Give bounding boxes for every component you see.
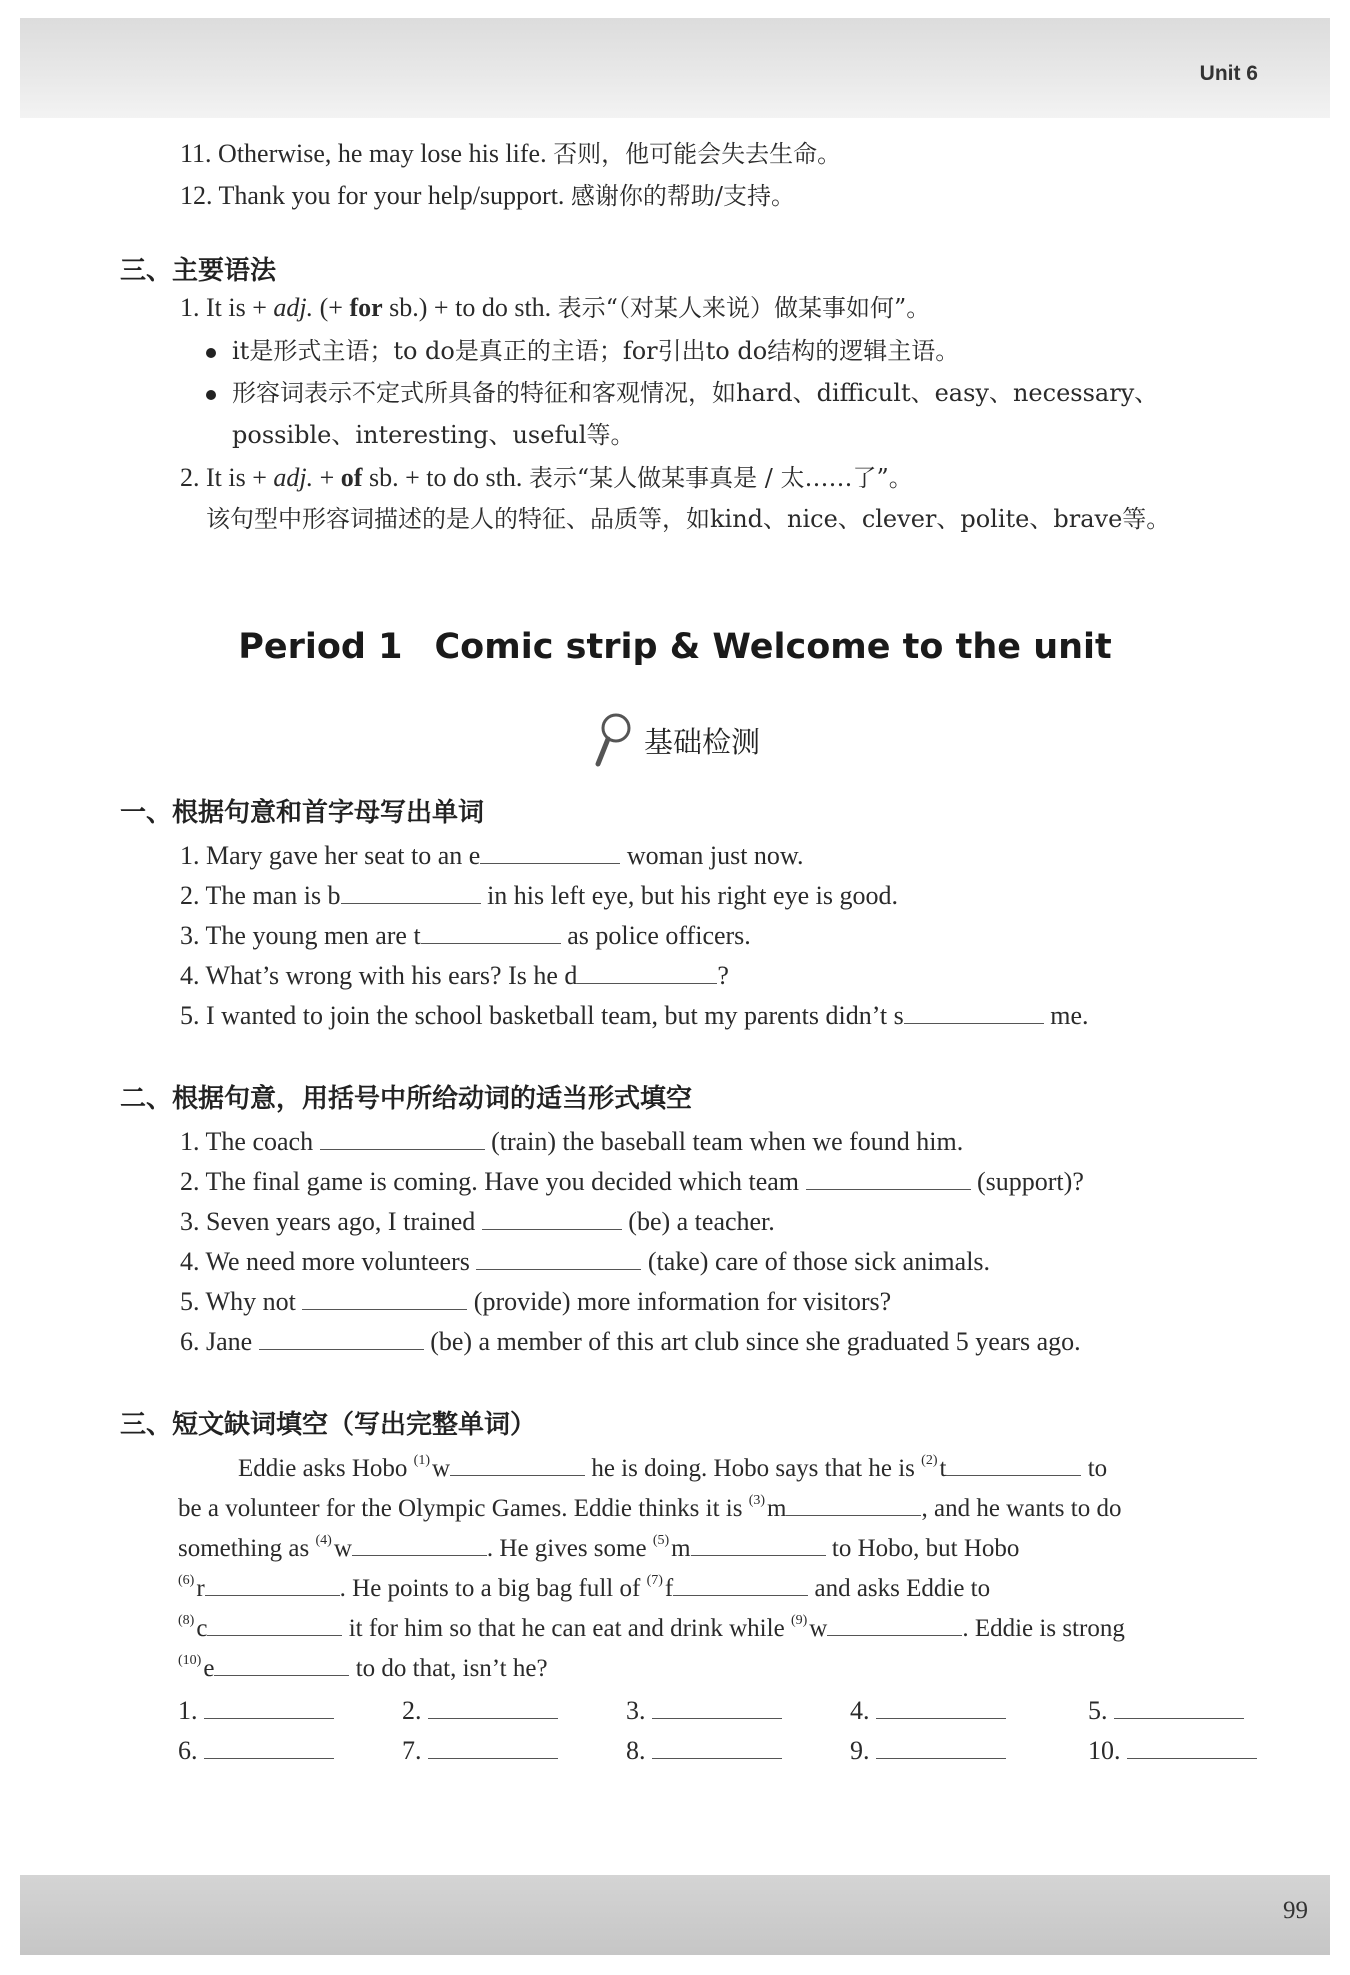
passage-line: $^{(8)}$c it for him so that he can eat and drink while $^{(9)}$w . Eddie is strong [178,1613,1125,1642]
answer-blank[interactable] [1127,1736,1257,1759]
answer-blank[interactable] [946,1453,1081,1476]
answer-blank[interactable] [450,1453,585,1476]
answer-blank[interactable] [352,1533,487,1556]
part1-item: 2. The man is b in his left eye, but his right eye is good. [180,881,898,910]
answer-blank[interactable] [806,1167,971,1190]
part2-item: 1. The coach (train) the baseball team when we found him. [180,1127,964,1156]
answer-blank[interactable] [480,841,620,864]
answer-blank[interactable] [652,1696,782,1719]
answer-slot-10: 10. [1088,1736,1257,1766]
answer-blank[interactable] [876,1736,1006,1759]
translation-11: 11. Otherwise, he may lose his life. 否则，他可能会失去生命。 [180,139,842,168]
part2-item: 5. Why not (provide) more information for visitors? [180,1287,892,1316]
answer-blank[interactable] [421,921,561,944]
answer-blank[interactable] [428,1696,558,1719]
answer-blank[interactable] [1114,1696,1244,1719]
answer-slot-2: 2. [402,1696,558,1726]
answer-blank[interactable] [302,1287,467,1310]
answer-blank[interactable] [259,1327,424,1350]
answer-slot-7: 7. [402,1736,558,1766]
answer-blank[interactable] [341,881,481,904]
answer-blank[interactable] [652,1736,782,1759]
bullet-icon [206,348,216,358]
answer-blank[interactable] [320,1127,485,1150]
grammar-item-1: 1. It is + adj. (+ for sb.) + to do sth. 表示“（对某人来说）做某事如何”。 [180,293,931,322]
part2-item: 2. The final game is coming. Have you decided which team (support)? [180,1167,1084,1196]
answer-blank[interactable] [904,1001,1044,1024]
grammar-item-2: 2. It is + adj. + of sb. + to do sth. 表示“某人做某事真是 / 太……了”。 [180,463,913,492]
answer-blank[interactable] [786,1493,921,1516]
passage-line: $^{(6)}$r . He points to a big bag full of $^{(7)}$f and asks Eddie to [178,1573,991,1602]
translation-12: 12. Thank you for your help/support. 感谢你的帮助/支持。 [180,181,796,210]
bullet-icon [206,390,216,400]
period-title: Period 1 Comic strip & Welcome to the unit [238,627,1112,667]
footer-band [20,1875,1330,1955]
magnifier-icon [592,712,632,768]
passage-line: be a volunteer for the Olympic Games. Eddie thinks it is $^{(3)}$m , and he wants to do [178,1493,1122,1522]
part1-heading: 一、根据句意和首字母写出单词 [120,798,485,828]
answer-slot-4: 4. [850,1696,1006,1726]
answer-blank[interactable] [204,1696,334,1719]
answer-blank[interactable] [204,1736,334,1759]
answer-blank[interactable] [428,1736,558,1759]
answer-slot-5: 5. [1088,1696,1244,1726]
answer-blank[interactable] [214,1653,349,1676]
answer-blank[interactable] [691,1533,826,1556]
grammar-bullet-2: 形容词表示不定式所具备的特征和客观情况，如hard、difficult、easy、necessary、 [206,378,1158,408]
answer-blank[interactable] [827,1613,962,1636]
answer-blank[interactable] [207,1613,342,1636]
part2-heading: 二、根据句意，用括号中所给动词的适当形式填空 [120,1084,693,1114]
part2-item: 6. Jane (be) a member of this art club since she graduated 5 years ago. [180,1327,1081,1356]
part2-item: 3. Seven years ago, I trained (be) a teacher. [180,1207,775,1236]
grammar-bullet-1: it是形式主语；to do是真正的主语；for引出to do结构的逻辑主语。 [206,336,959,366]
answer-blank[interactable] [876,1696,1006,1719]
passage-line: $^{(10)}$e to do that, isn’t he? [178,1653,548,1682]
answer-slot-8: 8. [626,1736,782,1766]
answer-slot-3: 3. [626,1696,782,1726]
answer-slot-9: 9. [850,1736,1006,1766]
part3-heading: 三、短文缺词填空（写出完整单词） [120,1410,537,1440]
part1-item: 3. The young men are t as police officers. [180,921,751,950]
header-band [20,18,1330,118]
grammar-heading: 三、主要语法 [120,256,277,286]
part1-item: 4. What’s wrong with his ears? Is he d ? [180,961,729,990]
answer-blank[interactable] [673,1573,808,1596]
answer-slot-6: 6. [178,1736,334,1766]
answer-blank[interactable] [476,1247,641,1270]
answer-blank[interactable] [205,1573,340,1596]
unit-label: Unit 6 [1199,62,1258,85]
grammar-bullet-2-cont: possible、interesting、useful等。 [232,421,635,449]
passage-line: Eddie asks Hobo $^{(1)}$w he is doing. Hobo says that he is $^{(2)}$t to [238,1453,1108,1482]
part2-item: 4. We need more volunteers (take) care of those sick animals. [180,1247,991,1276]
answer-blank[interactable] [482,1207,622,1230]
part1-item: 5. I wanted to join the school basketball team, but my parents didn’t s me. [180,1001,1089,1030]
answer-blank[interactable] [577,961,717,984]
answer-slot-1: 1. [178,1696,334,1726]
page-number: 99 [1283,1897,1308,1924]
part1-item: 1. Mary gave her seat to an e woman just now. [180,841,804,870]
passage-line: something as $^{(4)}$w . He gives some $^{(5)}$m to Hobo, but Hobo [178,1533,1020,1562]
grammar-item-2-note: 该句型中形容词描述的是人的特征、品质等，如kind、nice、clever、polite、brave等。 [206,505,1171,533]
section-title: 基础检测 [592,712,760,768]
